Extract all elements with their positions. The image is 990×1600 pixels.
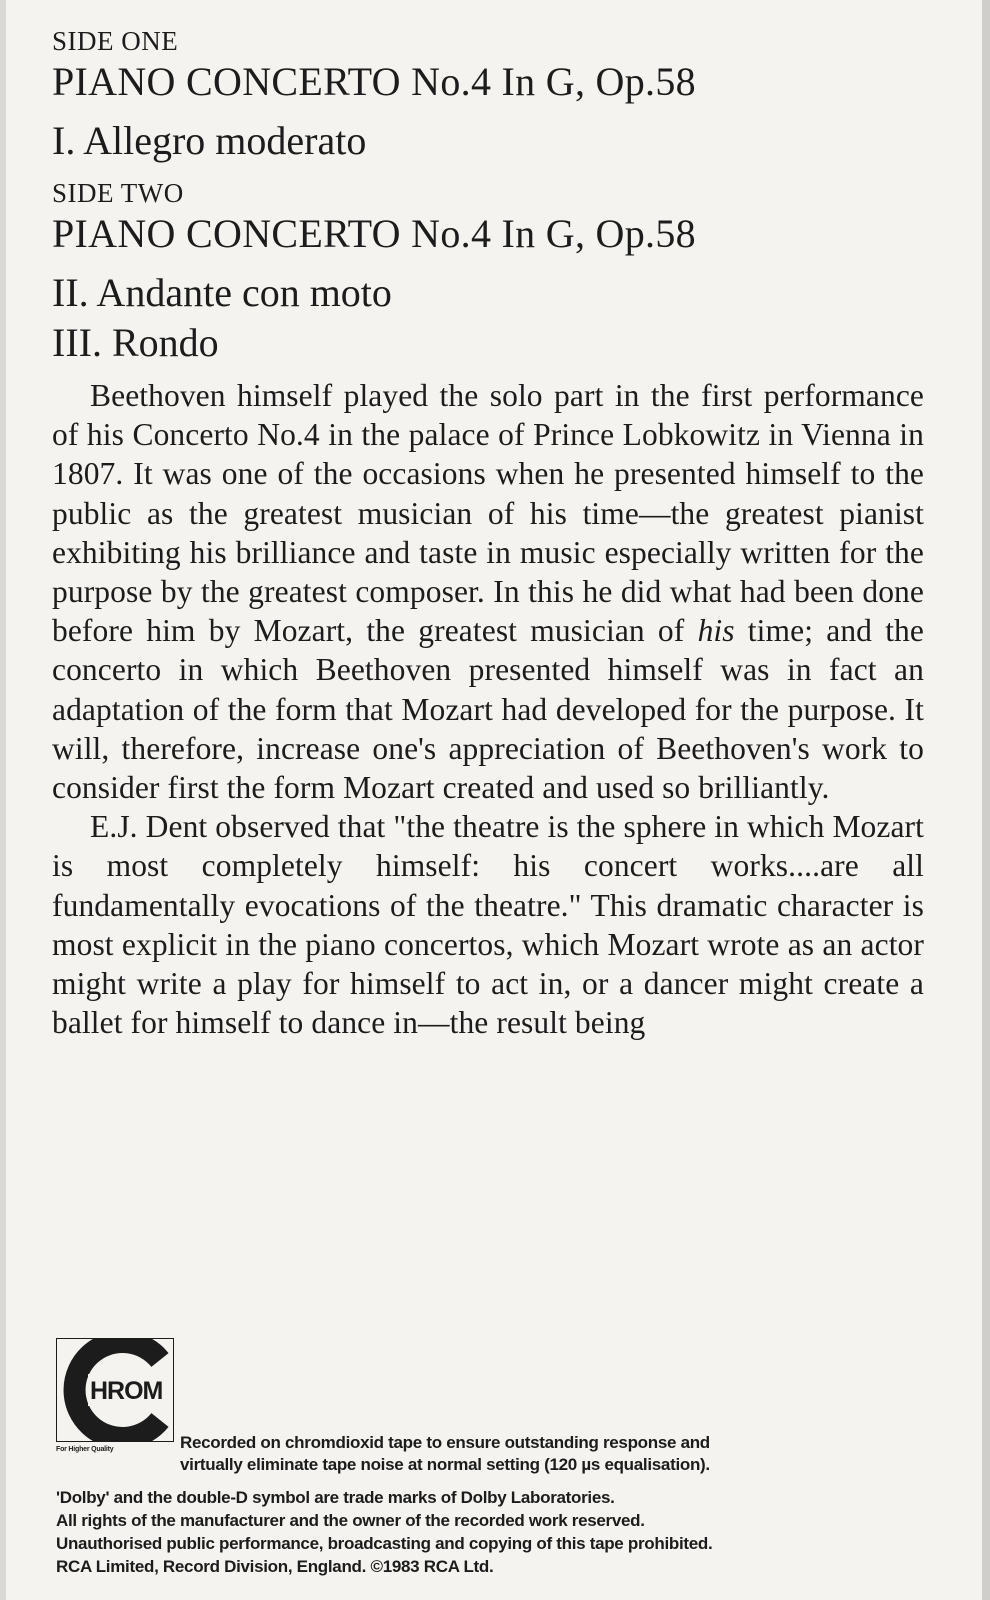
side-two-label: SIDE TWO bbox=[52, 178, 184, 208]
notes-paragraph-2: E.J. Dent observed that "the theatre is the sphere in which Mozart is most completely himself: his concert works....are all fundamentally evocations of the theatre." This dramatic character is most explicit in the piano concertos, which Mozart wrote as an actor might write a play for himself to act in, or a dancer might create a ballet for himself to dance in—the result being bbox=[52, 809, 924, 1041]
movement-3: III. Rondo bbox=[52, 320, 219, 365]
chrom-line-2: virtually eliminate tape noise at normal setting (120 µs equalisation). bbox=[180, 1455, 710, 1474]
notes-paragraph-1 bbox=[52, 376, 924, 807]
legal-notice bbox=[56, 1486, 712, 1578]
chrom-logo bbox=[56, 1338, 174, 1456]
side-one-section bbox=[52, 24, 924, 166]
chrom-line-1: Recorded on chromdioxid tape to ensure outstanding response and bbox=[180, 1433, 710, 1452]
legal-line-1: 'Dolby' and the double-D symbol are trade marks of Dolby Laboratories. bbox=[56, 1488, 615, 1507]
page-edge-left bbox=[0, 0, 6, 1600]
chrom-logo-icon bbox=[56, 1338, 174, 1442]
legal-line-3: Unauthorised public performance, broadcasting and copying of this tape prohibited. bbox=[56, 1534, 713, 1553]
notes-p1-start: Beethoven himself played the solo part in the first performance of his Concerto No.4 in the palace of Prince Lobkowitz in Vienna in 1807. It was one of the occasions when he presented himself to the public as the greatest musician of his time—the greatest pianist exhibiting his brilliance and taste in music especially written for the purpose by the greatest composer. In this he did what had been done before him by Mozart, the greatest musician of bbox=[52, 378, 924, 649]
movement-1: I. Allegro moderato bbox=[52, 118, 367, 163]
movement-2: II. Andante con moto bbox=[52, 270, 392, 315]
chrom-description bbox=[180, 1432, 710, 1476]
side-one-label: SIDE ONE bbox=[52, 26, 179, 56]
side-two-section bbox=[52, 176, 924, 368]
side-one-title: PIANO CONCERTO No.4 In G, Op.58 bbox=[52, 59, 696, 104]
notes-p1-end: time; and the concerto in which Beethoven presented himself was in fact an adaptation of the form that Mozart had developed for the purpose. It will, therefore, increase one's appreciation of Beethoven's work to consider first the form Mozart created and used so brilliantly. bbox=[52, 613, 924, 806]
liner-notes bbox=[52, 24, 924, 1042]
side-two-title: PIANO CONCERTO No.4 In G, Op.58 bbox=[52, 211, 696, 256]
legal-line-4: RCA Limited, Record Division, England. ©1983 RCA Ltd. bbox=[56, 1557, 494, 1576]
notes-p1-emphasis: his bbox=[697, 613, 735, 649]
chrom-logo-text: HROM bbox=[90, 1377, 163, 1405]
page-edge-right bbox=[982, 0, 990, 1600]
legal-line-2: All rights of the manufacturer and the owner of the recorded work reserved. bbox=[56, 1511, 645, 1530]
chrom-logo-tagline: For Higher Quality bbox=[56, 1446, 114, 1453]
